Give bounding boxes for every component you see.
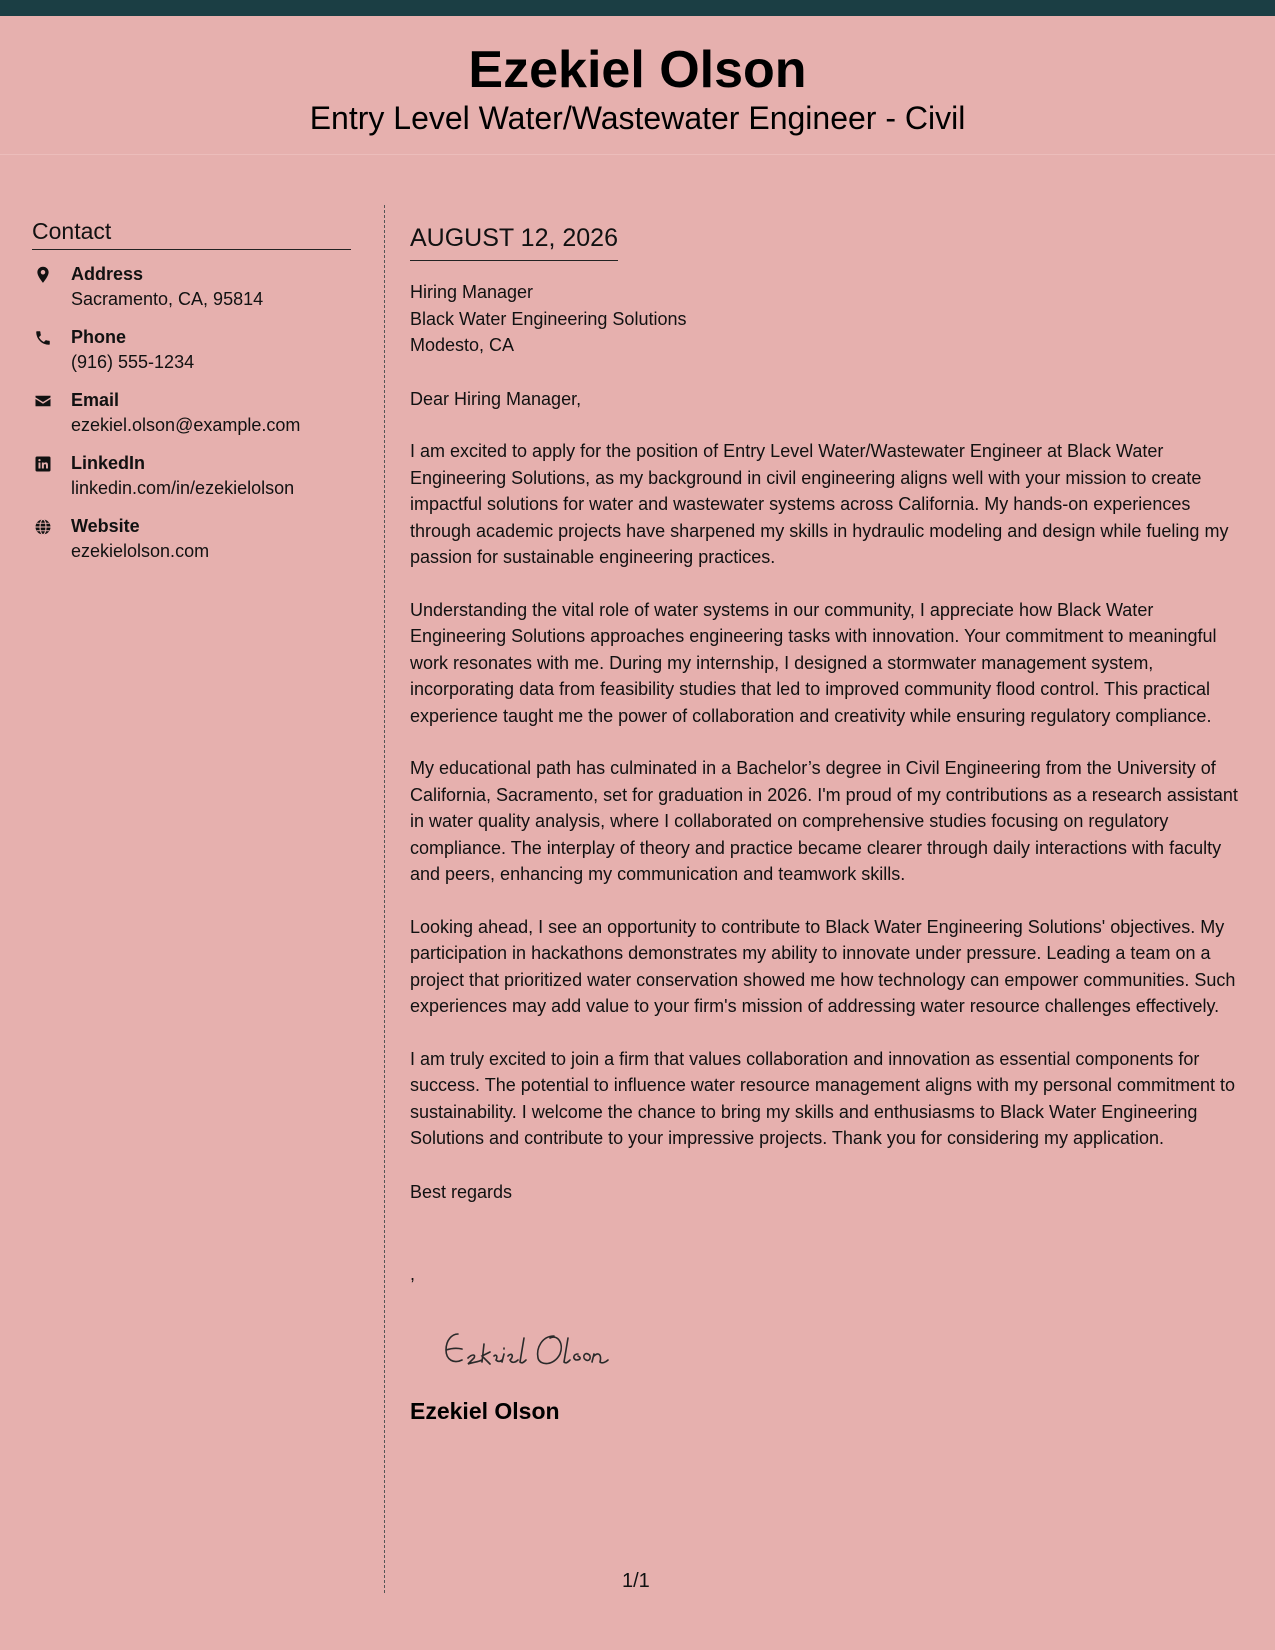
letter-date: AUGUST 12, 2026 (410, 222, 618, 261)
recipient-block (410, 279, 1250, 359)
contact-label: Email (71, 390, 120, 410)
contact-label: Address (71, 264, 144, 284)
contact-label: LinkedIn (71, 453, 146, 473)
contact-heading: Contact (32, 218, 351, 250)
letter-paragraph: I am excited to apply for the position of Entry Level Water/Wastewater Engineer at Black Water Engineering Solutions, as my background in civil engineering aligns well with your mission to create impactful solutions for water and wastewater systems across California. My hands-on experiences through academic projects have sharpened my skills in hydraulic modeling and design while fueling my passion for sustainable engineering practices. (410, 441, 1229, 567)
contact-email (32, 388, 351, 438)
contact-value: ezekielolson.com (71, 541, 210, 561)
recipient-line: Modesto, CA (410, 335, 515, 355)
envelope-icon (34, 392, 52, 410)
phone-icon (34, 329, 52, 347)
contact-label: Phone (71, 327, 127, 347)
letter-paragraph: I am truly excited to join a firm that values collaboration and innovation as essential components for success. The potential to influence water resource management aligns with my personal commitment to sustainability. I welcome the chance to bring my skills and enthusiasms to Black Water Engineering Solutions and contribute to your impressive projects. Thank you for considering my application. (410, 1048, 1236, 1148)
handwritten-signature (438, 1322, 1250, 1382)
contact-sidebar (32, 218, 351, 577)
contact-address (32, 262, 351, 312)
map-pin-icon (34, 266, 52, 284)
salutation: Dear Hiring Manager, (410, 388, 582, 409)
signer-name: Ezekiel Olson (410, 1397, 560, 1424)
job-title: Entry Level Water/Wastewater Engineer - Civil (309, 100, 966, 137)
top-accent-bar (0, 0, 1275, 16)
column-divider (384, 205, 385, 1593)
recipient-line: Hiring Manager (410, 282, 534, 302)
applicant-name: Ezekiel Olson (468, 41, 807, 99)
contact-phone (32, 325, 351, 375)
linkedin-icon (34, 455, 52, 473)
contact-value: ezekiel.olson@example.com (71, 415, 301, 435)
globe-icon (34, 518, 52, 536)
contact-label: Website (71, 516, 140, 536)
letter-paragraph: Looking ahead, I see an opportunity to contribute to Black Water Engineering Solutions' objectives. My participation in hackathons demonstrates my ability to innovate under pressure. Leading a team on a project that prioritized water conservation showed me how technology can empower communities. Such experiences may add value to your firm's mission of addressing water resource challenges effectively. (410, 916, 1236, 1016)
closing-comma: , (410, 1264, 416, 1284)
recipient-line: Black Water Engineering Solutions (410, 308, 687, 329)
contact-linkedin (32, 451, 351, 501)
contact-website (32, 514, 351, 564)
page-number: 1/1 (622, 1570, 650, 1592)
closing: Best regards (410, 1181, 513, 1202)
letter-body (410, 222, 1250, 1424)
page-header (0, 16, 1275, 155)
contact-value: Sacramento, CA, 95814 (71, 289, 264, 309)
letter-paragraph: My educational path has culminated in a Bachelor’s degree in Civil Engineering from the University of California, Sacramento, set for graduation in 2026. I'm proud of my contributions as a research assistant in water quality analysis, where I collaborated on comprehensive studies focusing on regulatory compliance. The interplay of theory and practice became clearer through daily interactions with faculty and peers, enhancing my communication and teamwork skills. (410, 758, 1238, 884)
letter-paragraph: Understanding the vital role of water systems in our community, I appreciate how Black Water Engineering Solutions approaches engineering tasks with innovation. Your commitment to meaningful work resonates with me. During my internship, I designed a stormwater management system, incorporating data from feasibility studies that led to improved community flood control. This practical experience taught me the power of collaboration and creativity while ensuring regulatory compliance. (410, 599, 1217, 726)
contact-value: (916) 555-1234 (71, 352, 195, 372)
contact-value: linkedin.com/in/ezekielolson (71, 478, 295, 498)
